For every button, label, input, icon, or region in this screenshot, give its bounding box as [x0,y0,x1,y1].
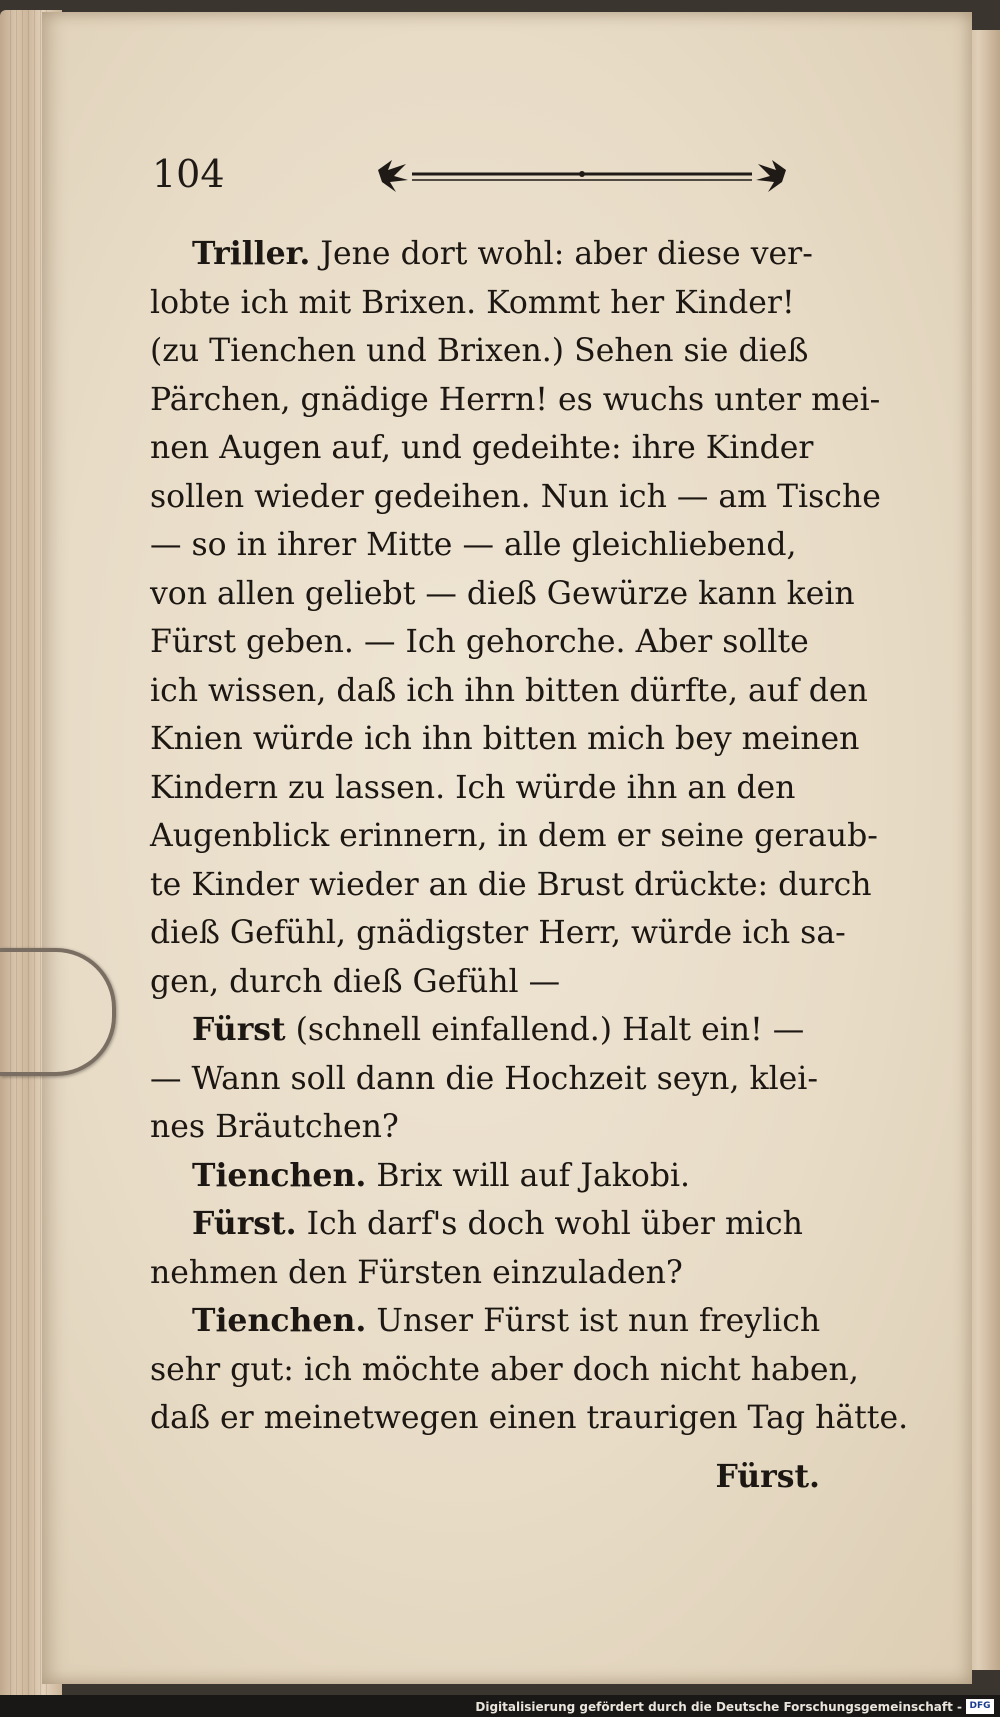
text-line: Knien würde ich ihn bitten mich bey meinen [150,721,860,757]
text-line: dieß Gefühl, gnädigster Herr, würde ich sa- [150,915,846,951]
page-number: 104 [152,152,225,196]
speaker-name: Fürst [192,1011,286,1048]
speaker-name: Tienchen. [192,1156,367,1194]
speaker-name: Tienchen. [192,1302,367,1339]
text-line: nen Augen auf, und gedeihte: ihre Kinder [150,430,814,466]
text-line: — Wann soll dann die Hochzeit seyn, klei- [150,1060,819,1097]
text-line: Fürst geben. — Ich gehorche. Aber sollte [150,624,809,660]
text-line: Fürst. Ich darf's doch wohl über mich [192,1205,803,1242]
text-line: Pärchen, gnädige Herrn! es wuchs unter mei- [150,381,881,418]
header-ornament-icon [372,152,792,196]
catchword: Fürst. [715,1458,820,1495]
text-line: lobte ich mit Brixen. Kommt her Kinder! [150,284,795,321]
text-line: gen, durch dieß Gefühl — [150,963,561,1000]
page-text [150,230,909,1443]
text-line: sehr gut: ich möchte aber doch nicht haben, [150,1351,859,1388]
text-line: te Kinder wieder an die Brust drückte: durch [150,866,872,903]
text-line: — so in ihrer Mitte — alle gleichliebend, [150,527,797,563]
text-line: Augenblick erinnern, in dem er seine geraub- [150,818,878,854]
text-line: nes Bräutchen? [150,1109,399,1145]
text-line: nehmen den Fürsten einzuladen? [150,1254,683,1291]
footer-credit: Digitalisierung gefördert durch die Deutsche Forschungsgemeinschaft - [475,1700,962,1714]
page-clip [0,948,116,1076]
text-line: Kindern zu lassen. Ich würde ihn an den [150,769,796,806]
speaker-name: Fürst. [192,1205,297,1242]
page-header [152,152,852,202]
footer-bar [0,1695,1000,1717]
text-line: Triller. Jene dort wohl: aber diese ver- [192,235,813,272]
text-line: daß er meinetwegen einen traurigen Tag hätte. [150,1400,909,1436]
text-line: Tienchen. Brix will auf Jakobi. [192,1156,691,1194]
text-line: ich wissen, daß ich ihn bitten dürfte, auf den [150,672,868,709]
speaker-name: Triller. [192,235,311,272]
text-line: von allen geliebt — dieß Gewürze kann kein [150,575,855,612]
text-line: sollen wieder gedeihen. Nun ich — am Tische [150,478,881,515]
text-line: Fürst (schnell einfallend.) Halt ein! — [192,1011,805,1048]
dfg-logo-icon: DFG [966,1699,994,1714]
text-line: (zu Tienchen und Brixen.) Sehen sie dieß [150,333,809,369]
text-line: Tienchen. Unser Fürst ist nun freylich [192,1302,821,1339]
